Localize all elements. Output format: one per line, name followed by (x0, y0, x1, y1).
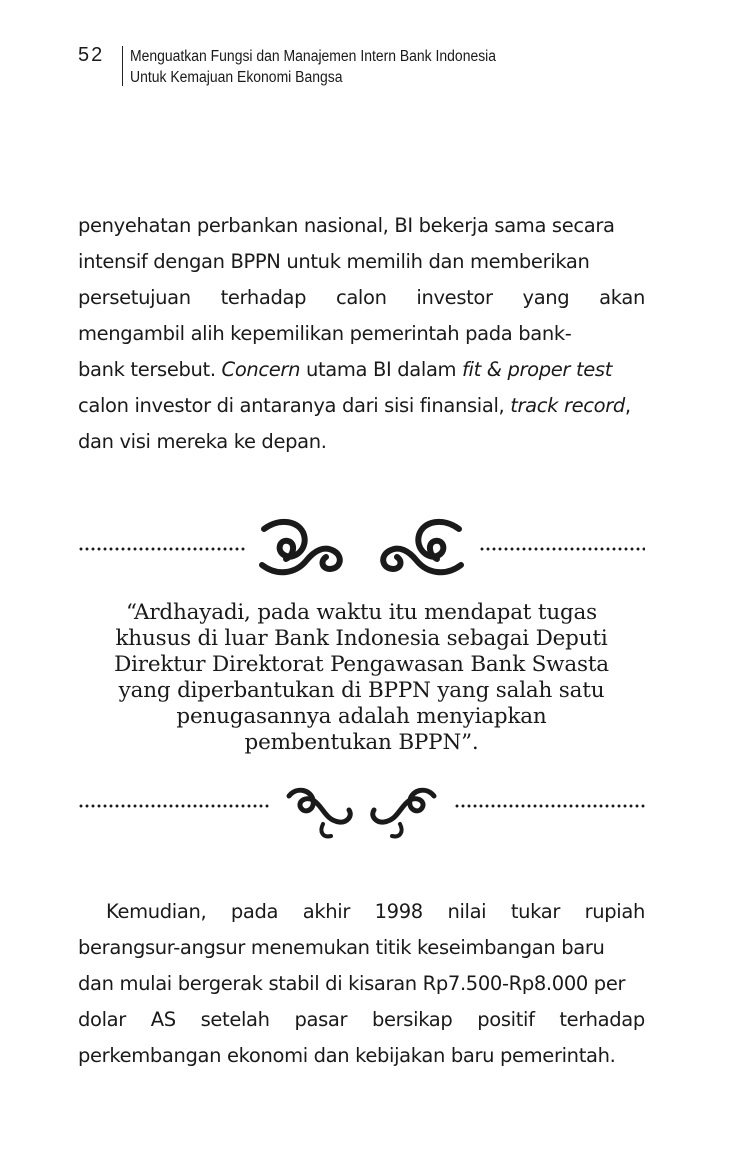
word: setelah (200, 1008, 270, 1031)
running-title (130, 46, 496, 88)
text-line: dan mulai bergerak stabil di kisaran Rp7.500-Rp8.000 per (78, 972, 626, 995)
italic-term-fit-proper-test: fit & proper test (462, 358, 612, 381)
running-title-line-2: Untuk Kemajuan Ekonomi Bangsa (130, 69, 343, 86)
text-run: utama BI dalam (305, 358, 457, 381)
word: tukar (510, 900, 560, 923)
word: positif (477, 1008, 535, 1031)
text-line (78, 894, 645, 930)
text-line (78, 1002, 645, 1038)
word: nilai (447, 900, 487, 923)
text-line: intensif dengan BPPN untuk memilih dan memberikan (78, 250, 590, 273)
quote-line: khusus di luar Bank Indonesia sebagai Deputi (115, 626, 608, 651)
page-number: 52 (78, 44, 105, 66)
italic-term-track-record: track record (510, 394, 625, 417)
word: persetujuan (78, 286, 191, 309)
word: yang (522, 286, 570, 309)
text-line: dan visi mereka ke depan. (78, 430, 327, 453)
paragraph-2 (78, 894, 645, 1074)
text-line: berangsur-angsur menemukan titik keseimbangan baru (78, 936, 605, 959)
quote-line: penugasannya adalah menyiapkan (176, 704, 547, 729)
word: akan (599, 286, 645, 309)
word: 1998 (374, 900, 423, 923)
dotted-rule-right (454, 804, 645, 808)
text-line: mengambil alih kepemilikan pemerintah pada bank- (78, 322, 572, 345)
quote-line: pembentukan BPPN”. (244, 730, 479, 755)
ornament-scroll-bottom-icon (283, 772, 440, 842)
text-line (78, 388, 645, 424)
text-run: calon investor di antaranya dari sisi finansial, (78, 394, 505, 417)
pull-quote (78, 600, 645, 756)
text-line (78, 280, 645, 316)
dotted-rule-left (78, 804, 270, 808)
word: bersikap (371, 1008, 453, 1031)
header-divider (122, 46, 123, 86)
word: AS (150, 1008, 176, 1031)
ornament-divider-bottom (78, 772, 645, 842)
dotted-rule-right (479, 547, 645, 551)
word: terhadap (220, 286, 307, 309)
word: Kemudian, (106, 900, 207, 923)
paragraph-1 (78, 208, 645, 460)
quote-line: Direktur Direktorat Pengawasan Bank Swasta (114, 652, 609, 677)
word: pasar (294, 1008, 348, 1031)
word: investor (416, 286, 493, 309)
text-run: , (624, 394, 631, 417)
word: dolar (78, 1008, 126, 1031)
quote-line: yang diperbantukan di BPPN yang salah satu (118, 678, 605, 703)
page-header (78, 42, 678, 92)
ornament-scroll-top-icon (258, 515, 465, 585)
running-title-line-1: Menguatkan Fungsi dan Manajemen Intern Bank Indonesia (130, 48, 497, 65)
word: pada (230, 900, 279, 923)
ornament-divider-top (78, 515, 645, 585)
word: terhadap (559, 1008, 645, 1031)
word: akhir (302, 900, 351, 923)
quote-line: “Ardhayadi, pada waktu itu mendapat tugas (126, 600, 597, 625)
text-line (78, 352, 645, 388)
text-run: bank tersebut. (78, 358, 216, 381)
word: rupiah (584, 900, 645, 923)
italic-term-concern: Concern (221, 358, 301, 381)
dotted-rule-left (78, 547, 245, 551)
text-line: penyehatan perbankan nasional, BI bekerja sama secara (78, 214, 615, 237)
word: calon (335, 286, 387, 309)
text-line: perkembangan ekonomi dan kebijakan baru pemerintah. (78, 1044, 616, 1067)
